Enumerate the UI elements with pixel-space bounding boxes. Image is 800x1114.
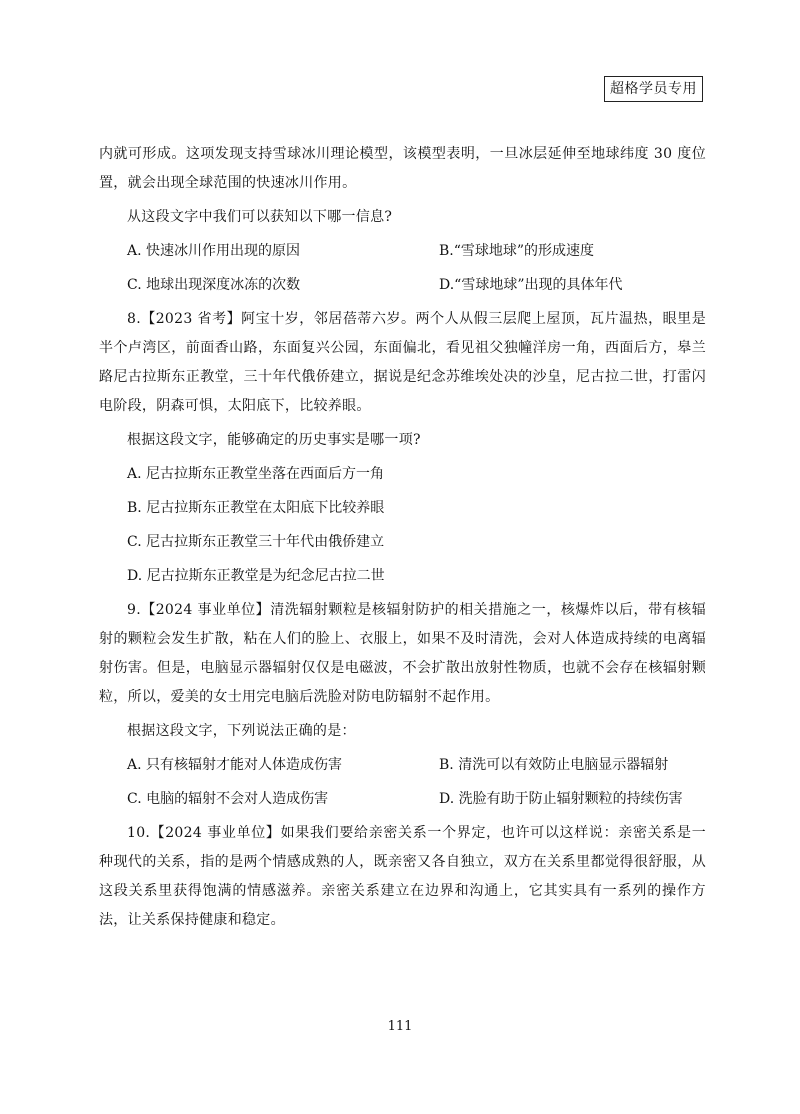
q9-option-c: C. 电脑的辐射不会对人造成伤害 (127, 791, 329, 807)
q8-prompt: 根据这段文字，能够确定的历史事实是哪一项? (127, 432, 421, 448)
q7-options-row-2 (99, 271, 706, 300)
header-badge: 超格学员专用 (604, 76, 703, 102)
q7-prompt: 从这段文字中我们可以获知以下哪一信息? (127, 209, 393, 225)
q7-option-c: C. 地球出现深度冰冻的次数 (127, 277, 301, 293)
q9-options-row-2 (99, 785, 706, 814)
q7-option-a: A. 快速冰川作用出现的原因 (127, 243, 301, 259)
q8-option-b: B. 尼古拉斯东正教堂在太阳底下比较养眼 (127, 500, 385, 516)
q8-option-a: A. 尼古拉斯东正教堂坐落在西面后方一角 (127, 466, 385, 482)
page-content (99, 140, 706, 940)
q10-stem: 10.【2024 事业单位】如果我们要给亲密关系一个界定，也许可以这样说：亲密关系是一种现代的关系，指的是两个情感成熟的人，既亲密又各自独立，双方在关系里都觉得很舒服，从这段关系里获得饱满的情感滋养。亲密关系建立在边界和沟通上，它其实具有一系列的操作方法，让关系保持健康和稳定。 (99, 825, 706, 928)
q9-stem: 9.【2024 事业单位】清洗辐射颗粒是核辐射防护的相关措施之一，核爆炸以后，带有核辐射的颗粒会发生扩散，粘在人们的脸上、衣服上，如果不及时清洗，会对人体造成持续的电离辐射伤害。但是，电脑显示器辐射仅仅是电磁波，不会扩散出放射性物质，也就不会存在核辐射颗粒，所以，爱美的女士用完电脑后洗脸对防电防辐射不起作用。 (99, 602, 706, 705)
q7-continuation: 内就可形成。这项发现支持雪球冰川理论模型，该模型表明，一旦冰层延伸至地球纬度 30 度位置，就会出现全球范围的快速冰川作用。 (99, 146, 706, 191)
q9-option-b: B. 清洗可以有效防止电脑显示器辐射 (439, 757, 669, 773)
q9-option-d: D. 洗脸有助于防止辐射颗粒的持续伤害 (439, 791, 683, 807)
q7-option-d: D.“雪球地球”出现的具体年代 (439, 277, 623, 293)
q8-option-d: D. 尼古拉斯东正教堂是为纪念尼古拉二世 (127, 568, 385, 584)
q8-stem: 8.【2023 省考】阿宝十岁，邻居蓓蒂六岁。两个人从假三层爬上屋顶，瓦片温热，眼里是半个卢湾区，前面香山路，东面复兴公园，东面偏北，看见祖父独幢洋房一角，西面后方，皋兰路尼古拉斯东正教堂，三十年代俄侨建立，据说是纪念苏维埃处决的沙皇，尼古拉二世，打雷闪电阶段，阴森可惧，太阳底下，比较养眼。 (99, 311, 706, 414)
q9-option-a: A. 只有核辐射才能对人体造成伤害 (127, 757, 343, 773)
q8-option-c: C. 尼古拉斯东正教堂三十年代由俄侨建立 (127, 534, 385, 550)
q9-prompt: 根据这段文字，下列说法正确的是： (127, 723, 356, 739)
page-number: 111 (387, 1019, 413, 1034)
q7-option-b: B.“雪球地球”的形成速度 (439, 243, 595, 259)
q7-options-row-1 (99, 237, 706, 266)
q9-options-row-1 (99, 751, 706, 780)
